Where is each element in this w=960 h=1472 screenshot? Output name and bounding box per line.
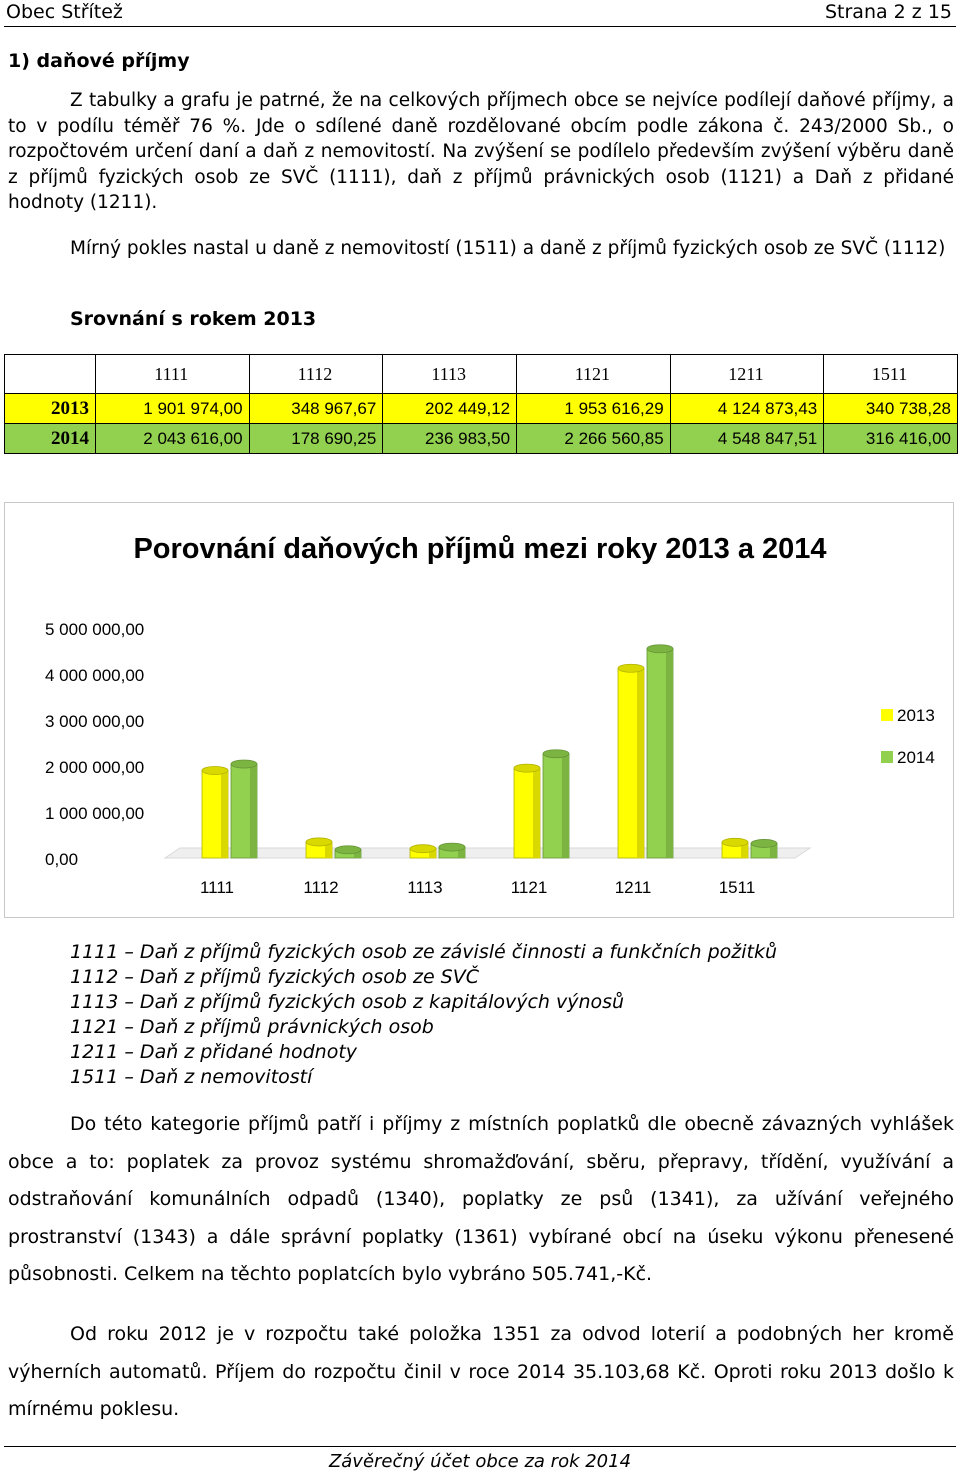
paragraph-text: Od roku 2012 je v rozpočtu také položka 1351 za odvod loterií a podobných her kromě výherních automatů. Příjem do rozpočtu činil v roce 2014 35.103,68 Kč. Oproti roku 2013 došlo k mírnému poklesu.: [8, 1323, 954, 1420]
y-tick-label: 4 000 000,00: [45, 666, 145, 685]
page-footer: Závěrečný účet obce za rok 2014: [4, 1446, 956, 1472]
legend-label-2014: 2014: [897, 748, 935, 767]
lottery-paragraph: [8, 1316, 954, 1429]
column-header: 1511: [824, 355, 958, 394]
row-year: 2013: [5, 394, 96, 424]
chart-canvas: [5, 503, 953, 917]
tax-code-legend: [70, 940, 777, 1090]
bar-top-2014-1112: [335, 846, 361, 854]
table-cell: 4 124 873,43: [670, 394, 824, 424]
table-corner: [5, 355, 96, 394]
x-tick-label: 1112: [303, 878, 339, 897]
chart-floor: [165, 848, 810, 858]
bar-shade-2013-1211: [637, 668, 644, 858]
bar-top-2013-1111: [202, 767, 228, 775]
intro-paragraph: [8, 88, 954, 216]
x-tick-label: 1111: [199, 878, 235, 897]
table-cell: 2 266 560,85: [517, 424, 671, 454]
legend-item: 1113 – Daň z příjmů fyzických osob z kapitálových výnosů: [70, 991, 625, 1013]
bar-top-2014-1121: [543, 750, 569, 758]
table-cell: 202 449,12: [383, 394, 517, 424]
bar-top-2014-1511: [751, 839, 777, 847]
table-cell: 4 548 847,51: [670, 424, 824, 454]
legend-item: 1112 – Daň z příjmů fyzických osob ze SVČ: [70, 966, 480, 988]
legend-item: 1211 – Daň z přidané hodnoty: [70, 1041, 358, 1063]
column-header: 1211: [670, 355, 824, 394]
table-cell: 178 690,25: [249, 424, 383, 454]
bar-top-2014-1111: [231, 760, 257, 768]
table-row: [5, 424, 958, 454]
x-tick-label: 1113: [407, 878, 443, 897]
column-header: 1112: [249, 355, 383, 394]
bars-group: [165, 645, 810, 858]
municipality-name: Obec Střítež: [6, 1, 123, 23]
x-axis: [200, 878, 755, 897]
bar-shade-2014-1211: [666, 649, 673, 858]
chart-legend: [881, 706, 935, 767]
bar-top-2013-1112: [306, 838, 332, 846]
table-cell: 340 738,28: [824, 394, 958, 424]
y-tick-label: 1 000 000,00: [45, 804, 145, 823]
column-header: 1113: [383, 355, 517, 394]
legend-swatch-2013: [881, 709, 893, 721]
paragraph-text: Mírný pokles nastal u daně z nemovitostí (1511) a daně z příjmů fyzických osob ze SVČ (1112): [70, 238, 946, 259]
paragraph-text: Do této kategorie příjmů patří i příjmy z místních poplatků dle obecně závazných vyhlášek obce a to: poplatek za provoz systému shromažďování, sběru, přepravy, třídění, využívání a odstraňování komunálních odpadů (1340), poplatky ze psů (1341), za užívání veřejného prostranství (1343) a dále správní poplatky (1361) vybírané obcí na úseku výkonu přenesené působnosti. Celkem na těchto poplatcích bylo vybráno 505.741,-Kč.: [8, 1113, 954, 1285]
table-row: [5, 394, 958, 424]
y-axis: [45, 620, 144, 869]
y-tick-label: 5 000 000,00: [45, 620, 145, 639]
row-year: 2014: [5, 424, 96, 454]
column-header: 1111: [96, 355, 250, 394]
legend-label-2013: 2013: [897, 706, 935, 725]
paragraph-text: Z tabulky a grafu je patrné, že na celkových příjmech obce se nejvíce podílejí daňové příjmy, a to v podílu téměř 76 %. Jde o sdílené daně rozdělované obcím podle zákona č. 243/2000 Sb., o rozpočtovém určení daní a daň z nemovitostí. Na zvýšení se podílelo především zvýšení výběru daně z příjmů fyzických osob ze SVČ (1111), daň z příjmů právnických osob (1121) a Daň z přidané hodnoty (1211).: [8, 90, 954, 213]
y-tick-label: 0,00: [45, 850, 79, 869]
comparison-heading: Srovnání s rokem 2013: [70, 308, 317, 330]
table-cell: 236 983,50: [383, 424, 517, 454]
table-cell: 348 967,67: [249, 394, 383, 424]
y-tick-label: 3 000 000,00: [45, 712, 145, 731]
tax-comparison-table: [4, 354, 958, 454]
decline-paragraph: [8, 236, 954, 262]
x-tick-label: 1121: [510, 878, 548, 897]
bar-top-2014-1113: [439, 843, 465, 851]
tax-chart: [4, 502, 954, 918]
bar-top-2013-1511: [722, 838, 748, 846]
section-heading: 1) daňové příjmy: [8, 50, 190, 72]
table-header-row: [5, 355, 958, 394]
bar-top-2013-1121: [514, 764, 540, 772]
page-header: [4, 0, 956, 27]
legend-item: 1511 – Daň z nemovitostí: [70, 1066, 313, 1088]
bar-top-2013-1113: [410, 845, 436, 853]
table-cell: 316 416,00: [824, 424, 958, 454]
legend-swatch-2014: [881, 751, 893, 763]
bar-shade-2014-1121: [562, 754, 569, 858]
bar-shade-2014-1111: [250, 764, 257, 858]
legend-item: 1111 – Daň z příjmů fyzických osob ze závislé činnosti a funkčních požitků: [70, 941, 778, 963]
page-number: Strana 2 z 15: [824, 1, 952, 23]
bar-shade-2013-1121: [533, 768, 540, 858]
local-fees-paragraph: [8, 1106, 954, 1294]
x-tick-label: 1211: [614, 878, 652, 897]
y-tick-label: 2 000 000,00: [45, 758, 145, 777]
x-tick-label: 1511: [718, 878, 756, 897]
bar-top-2014-1211: [647, 645, 673, 653]
legend-item: 1121 – Daň z příjmů právnických osob: [70, 1016, 434, 1038]
bar-top-2013-1211: [618, 664, 644, 672]
table-cell: 1 901 974,00: [96, 394, 250, 424]
column-header: 1121: [517, 355, 671, 394]
chart-title: Porovnání daňových příjmů mezi roky 2013 a 2014: [133, 533, 827, 565]
table-cell: 1 953 616,29: [517, 394, 671, 424]
table-cell: 2 043 616,00: [96, 424, 250, 454]
bar-shade-2013-1111: [221, 771, 228, 858]
